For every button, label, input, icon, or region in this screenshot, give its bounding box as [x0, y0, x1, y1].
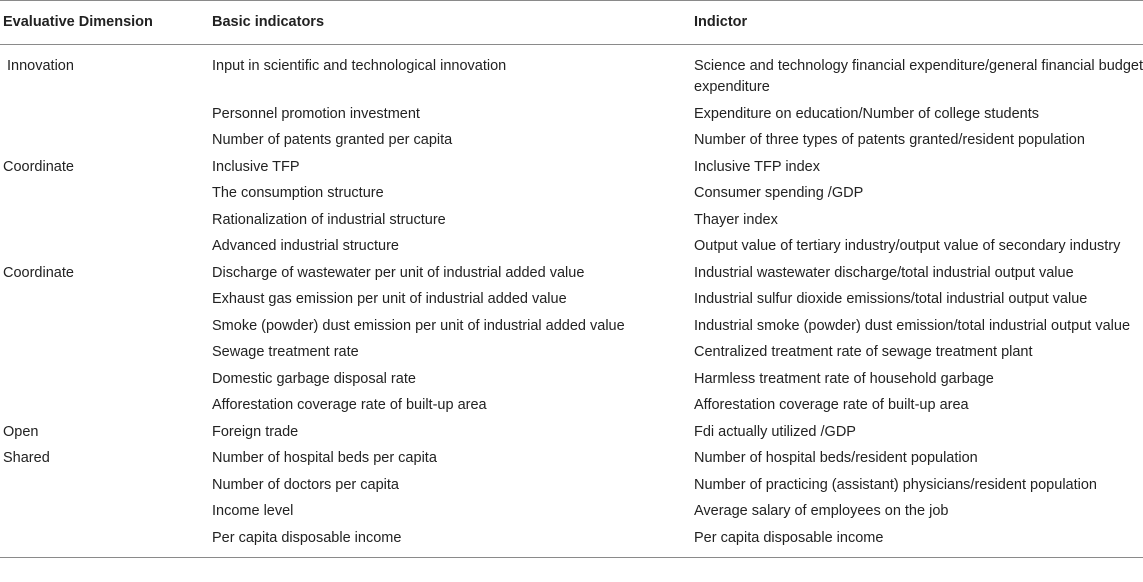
- cell-basic-indicator: Exhaust gas emission per unit of industrial added value: [212, 291, 567, 307]
- cell-indicator: Afforestation coverage rate of built-up area: [694, 397, 969, 413]
- table-row: [0, 366, 1143, 393]
- cell-dimension: [0, 286, 209, 313]
- table-row: [0, 45, 1143, 101]
- table-row: [0, 525, 1143, 558]
- header-evaluative-dimension: Evaluative Dimension: [0, 1, 209, 45]
- cell-dimension: Innovation: [7, 58, 74, 74]
- cell-basic-indicator: Sewage treatment rate: [212, 344, 359, 360]
- table-row: [0, 286, 1143, 313]
- cell-basic-indicator: Inclusive TFP: [212, 158, 300, 175]
- table-row: [0, 154, 1143, 181]
- table-row: [0, 339, 1143, 366]
- cell-dimension: [0, 339, 209, 366]
- table-row: [0, 180, 1143, 207]
- cell-indicator: Average salary of employees on the job: [694, 503, 949, 519]
- table-row: [0, 419, 1143, 446]
- cell-dimension: [0, 392, 209, 419]
- header-row: [0, 1, 1143, 45]
- cell-dimension: [0, 498, 209, 525]
- header-indictor: Indictor: [691, 1, 1143, 45]
- table-row: [0, 127, 1143, 154]
- cell-indicator: Inclusive TFP index: [694, 158, 820, 175]
- cell-indicator: Number of hospital beds/resident population: [694, 450, 978, 466]
- cell-basic-indicator: Income level: [212, 503, 294, 519]
- table-row: [0, 207, 1143, 234]
- table-row: [0, 472, 1143, 499]
- cell-basic-indicator: Smoke (powder) dust emission per unit of industrial added value: [212, 317, 625, 334]
- table-body: [0, 45, 1143, 558]
- cell-dimension: Coordinate: [3, 158, 74, 175]
- cell-dimension: Coordinate: [3, 264, 74, 281]
- cell-basic-indicator: Rationalization of industrial structure: [212, 211, 446, 228]
- table-row: [0, 313, 1143, 340]
- cell-indicator: Harmless treatment rate of household garbage: [694, 370, 994, 387]
- table-header: [0, 1, 1143, 45]
- table-row: [0, 260, 1143, 287]
- cell-basic-indicator: Domestic garbage disposal rate: [212, 370, 416, 387]
- cell-basic-indicator: Input in scientific and technological innovation: [212, 58, 507, 74]
- table-row: [0, 445, 1143, 472]
- cell-dimension: [0, 472, 209, 499]
- cell-basic-indicator: Afforestation coverage rate of built-up area: [212, 397, 487, 413]
- cell-indicator: Consumer spending /GDP: [694, 185, 864, 201]
- cell-indicator: Per capita disposable income: [691, 525, 1143, 558]
- cell-basic-indicator: Personnel promotion investment: [212, 105, 420, 122]
- table-row: [0, 392, 1143, 419]
- cell-indicator: Industrial sulfur dioxide emissions/total industrial output value: [694, 291, 1088, 307]
- cell-dimension: [0, 207, 209, 234]
- cell-basic-indicator: Foreign trade: [212, 423, 299, 440]
- cell-indicator: Industrial smoke (powder) dust emission/total industrial output value: [694, 317, 1131, 334]
- cell-basic-indicator: Advanced industrial structure: [212, 238, 399, 254]
- cell-dimension: [0, 127, 209, 154]
- cell-basic-indicator: Per capita disposable income: [209, 525, 691, 558]
- table-row: [0, 498, 1143, 525]
- cell-basic-indicator: Discharge of wastewater per unit of industrial added value: [212, 264, 585, 281]
- cell-indicator: Centralized treatment rate of sewage treatment plant: [694, 344, 1033, 360]
- cell-dimension: [0, 233, 209, 260]
- cell-indicator: Output value of tertiary industry/output value of secondary industry: [694, 238, 1121, 254]
- table-row: [0, 101, 1143, 128]
- cell-basic-indicator: Number of patents granted per capita: [212, 132, 453, 148]
- cell-indicator: Expenditure on education/Number of college students: [694, 105, 1039, 122]
- cell-indicator: Number of three types of patents granted/resident population: [694, 132, 1085, 148]
- cell-indicator: Number of practicing (assistant) physicians/resident population: [694, 476, 1097, 493]
- table-row: [0, 233, 1143, 260]
- cell-dimension: [0, 313, 209, 340]
- cell-dimension: Open: [3, 423, 39, 440]
- cell-basic-indicator: The consumption structure: [212, 185, 384, 201]
- cell-indicator: Fdi actually utilized /GDP: [694, 423, 856, 440]
- cell-dimension: [0, 180, 209, 207]
- cell-indicator: Science and technology financial expenditure/general financial budget expenditure: [694, 58, 1143, 95]
- cell-dimension: [0, 101, 209, 128]
- cell-indicator: Industrial wastewater discharge/total industrial output value: [694, 264, 1074, 281]
- cell-basic-indicator: Number of hospital beds per capita: [212, 450, 437, 466]
- cell-basic-indicator: Number of doctors per capita: [212, 476, 399, 493]
- cell-indicator: Thayer index: [694, 211, 778, 228]
- cell-dimension: Shared: [3, 450, 50, 466]
- cell-dimension: [0, 366, 209, 393]
- header-basic-indicators: Basic indicators: [209, 1, 691, 45]
- cell-dimension: [0, 525, 209, 558]
